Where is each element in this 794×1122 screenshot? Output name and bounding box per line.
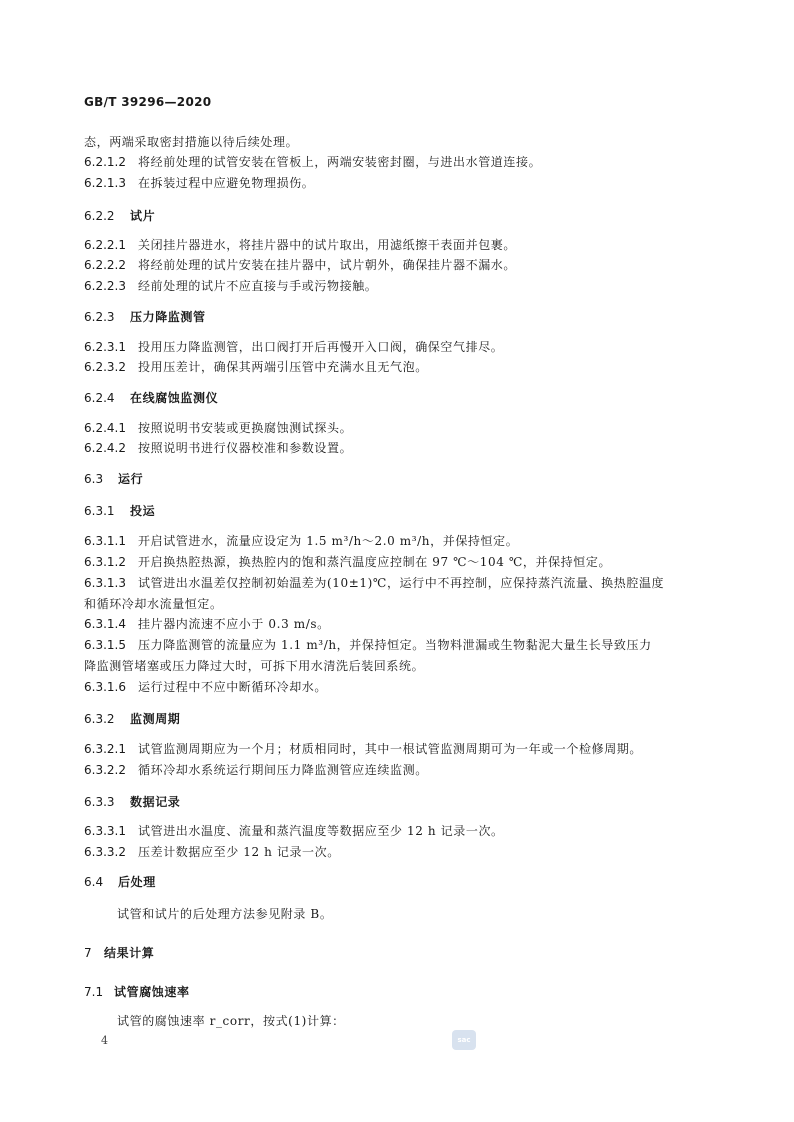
paragraph-line: 态，两端采取密封措施以待后续处理。 bbox=[84, 135, 299, 149]
heading-6-3-3: 6.3.3 数据记录 bbox=[84, 795, 181, 809]
clause-6-3-3-1: 6.3.3.1 试管进出水温度、流量和蒸汽温度等数据应至少 12 h 记录一次。 bbox=[84, 824, 504, 838]
heading-7: 7 结果计算 bbox=[84, 946, 155, 960]
heading-6-3-1: 6.3.1 投运 bbox=[84, 504, 156, 518]
clause-6-2-4-1: 6.2.4.1 按照说明书安装或更换腐蚀测试探头。 bbox=[84, 421, 353, 435]
clause-6-2-3-1: 6.2.3.1 投用压力降监测管，出口阀打开后再慢开入口阀，确保空气排尽。 bbox=[84, 340, 504, 354]
clause-6-3-2-2: 6.3.2.2 循环冷却水系统运行期间压力降监测管应连续监测。 bbox=[84, 763, 428, 777]
heading-6-4: 6.4 后处理 bbox=[84, 875, 156, 889]
clause-6-2-1-3: 6.2.1.3 在拆装过程中应避免物理损伤。 bbox=[84, 176, 315, 190]
standard-code: GB/T 39296—2020 bbox=[84, 95, 212, 109]
heading-6-3: 6.3 运行 bbox=[84, 472, 144, 486]
clause-6-3-1-1: 6.3.1.1 开启试管进水，流量应设定为 1.5 m³/h～2.0 m³/h，并保持恒定。 bbox=[84, 534, 519, 548]
clause-6-2-1-2: 6.2.1.2 将经前处理的试管安装在管板上，两端安装密封圈，与进出水管道连接。 bbox=[84, 155, 542, 169]
clause-6-3-1-3: 6.3.1.3 试管进出水温差仅控制初始温差为(10±1)℃，运行中不再控制，应保持蒸汽流量、换热腔温度 bbox=[84, 576, 665, 590]
clause-6-3-1-2: 6.3.1.2 开启换热腔热源，换热腔内的饱和蒸汽温度应控制在 97 ℃～104 ℃，并保持恒定。 bbox=[84, 555, 612, 569]
heading-7-1: 7.1 试管腐蚀速率 bbox=[84, 985, 190, 999]
paragraph-line: 试管的腐蚀速率 r_corr，按式(1)计算： bbox=[117, 1014, 345, 1028]
clause-6-2-2-1: 6.2.2.1 关闭挂片器进水，将挂片器中的试片取出，用滤纸擦干表面并包裹。 bbox=[84, 238, 517, 252]
paragraph-line: 和循环冷却水流量恒定。 bbox=[84, 597, 223, 611]
clause-6-2-4-2: 6.2.4.2 按照说明书进行仪器校准和参数设置。 bbox=[84, 441, 353, 455]
sac-logo: sac bbox=[452, 1030, 476, 1050]
paragraph-line: 降监测管堵塞或压力降过大时，可拆下用水清洗后装回系统。 bbox=[84, 659, 425, 673]
page-number: 4 bbox=[101, 1034, 108, 1047]
heading-6-2-2: 6.2.2 试片 bbox=[84, 209, 156, 223]
heading-6-2-4: 6.2.4 在线腐蚀监测仪 bbox=[84, 391, 219, 405]
clause-6-3-1-5: 6.3.1.5 压力降监测管的流量应为 1.1 m³/h，并保持恒定。当物料泄漏或生物黏泥大量生长导致压力 bbox=[84, 638, 652, 652]
heading-6-2-3: 6.2.3 压力降监测管 bbox=[84, 310, 206, 324]
clause-6-2-2-2: 6.2.2.2 将经前处理的试片安装在挂片器中，试片朝外，确保挂片器不漏水。 bbox=[84, 258, 517, 272]
clause-6-3-1-6: 6.3.1.6 运行过程中不应中断循环冷却水。 bbox=[84, 680, 328, 694]
clause-6-2-3-2: 6.2.3.2 投用压差计，确保其两端引压管中充满水且无气泡。 bbox=[84, 360, 428, 374]
clause-6-3-1-4: 6.3.1.4 挂片器内流速不应小于 0.3 m/s。 bbox=[84, 617, 330, 631]
clause-6-2-2-3: 6.2.2.3 经前处理的试片不应直接与手或污物接触。 bbox=[84, 279, 378, 293]
clause-6-3-2-1: 6.3.2.1 试管监测周期应为一个月；材质相同时，其中一根试管监测周期可为一年或一个检修周期。 bbox=[84, 742, 643, 756]
heading-6-3-2: 6.3.2 监测周期 bbox=[84, 712, 181, 726]
paragraph-line: 试管和试片的后处理方法参见附录 B。 bbox=[117, 907, 333, 921]
clause-6-3-3-2: 6.3.3.2 压差计数据应至少 12 h 记录一次。 bbox=[84, 845, 340, 859]
